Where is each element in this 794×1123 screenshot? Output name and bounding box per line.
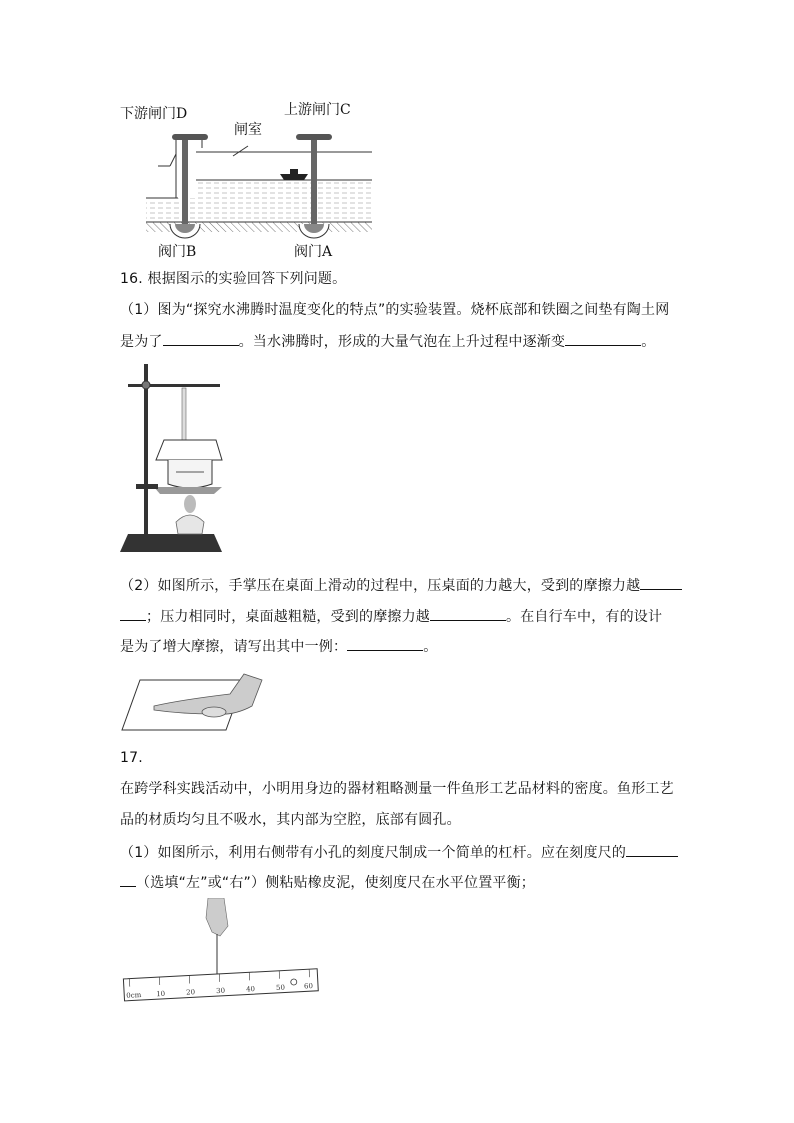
q16-part2-text-b: ；压力相同时，桌面越粗糙，受到的摩擦力越 bbox=[146, 609, 430, 625]
ruler-label-40: 40 bbox=[245, 985, 256, 994]
q16-part2-text-c: 。在自行车中，有的设计 bbox=[506, 609, 663, 625]
q16-part1-text-b: 。当水沸腾时，形成的大量气泡在上升过程中逐渐变 bbox=[238, 334, 566, 350]
q17-part1-line1 bbox=[120, 842, 678, 862]
ship-lock-figure bbox=[118, 96, 378, 258]
answer-blank-2[interactable] bbox=[565, 331, 641, 346]
q16-part2-line1 bbox=[120, 575, 682, 595]
q17-part1-text-a: （1）如图所示，利用右侧带有小孔的刻度尺制成一个简单的杠杆。应在刻度尺的 bbox=[120, 845, 627, 861]
hand-friction-figure bbox=[120, 668, 270, 734]
ruler-lever-figure bbox=[118, 898, 322, 1002]
q17-intro-line1: 在跨学科实践活动中，小明用身边的器材粗略测量一件鱼形工艺品材料的密度。鱼形工艺 bbox=[120, 781, 674, 797]
q17-intro-line2: 品的材质均匀且不吸水，其内部为空腔，底部有圆孔。 bbox=[120, 812, 461, 828]
answer-blank-4[interactable] bbox=[430, 606, 506, 621]
q17-number: 17. bbox=[120, 750, 143, 766]
q17-part1-line2 bbox=[120, 872, 535, 892]
ruler-label-10: 10 bbox=[156, 989, 166, 999]
q17-part1-text-b: （选填“左”或“右”）侧粘贴橡皮泥，使刻度尺在水平位置平衡； bbox=[136, 875, 536, 891]
answer-blank-6b[interactable] bbox=[120, 872, 136, 887]
q16-part1-text-a: 是为了 bbox=[120, 334, 163, 350]
answer-blank-3b[interactable] bbox=[120, 606, 146, 621]
q16-part2-line2 bbox=[120, 606, 662, 626]
q16-part1-text-c: 。 bbox=[641, 334, 656, 350]
ruler-label-20: 20 bbox=[185, 988, 196, 997]
q16-part1-line2 bbox=[120, 331, 655, 351]
q16-part2-text-a: （2）如图所示，手掌压在桌面上滑动的过程中，压桌面的力越大，受到的摩擦力越 bbox=[120, 578, 641, 594]
q16-part2-text-d: 是为了增大摩擦，请写出其中一例： bbox=[120, 639, 348, 655]
label-valve-a: 阀门A bbox=[294, 244, 333, 258]
q16-part2-text-e: 。 bbox=[423, 639, 438, 655]
answer-blank-6a[interactable] bbox=[626, 842, 678, 857]
q16-title: 16. 根据图示的实验回答下列问题。 bbox=[120, 271, 347, 287]
ruler-label-60: 60 bbox=[303, 982, 314, 991]
boiling-apparatus-diagram bbox=[118, 362, 228, 558]
ruler-label-30: 30 bbox=[215, 986, 226, 996]
label-gate-c: 上游闸门C bbox=[284, 102, 351, 118]
q16-part2-line3 bbox=[120, 636, 437, 656]
answer-blank-3a[interactable] bbox=[640, 575, 682, 590]
answer-blank-1[interactable] bbox=[163, 331, 239, 346]
ship-lock-diagram bbox=[118, 96, 378, 258]
ruler-lever-diagram bbox=[118, 898, 322, 1002]
label-gate-d: 下游闸门D bbox=[120, 106, 188, 122]
boiling-apparatus-figure bbox=[118, 362, 228, 558]
ruler-label-0: 0cm bbox=[126, 991, 142, 1000]
ruler-label-50: 50 bbox=[275, 983, 286, 992]
answer-blank-5[interactable] bbox=[347, 636, 423, 651]
hand-friction-diagram bbox=[120, 668, 270, 734]
label-chamber: 闸室 bbox=[234, 122, 262, 138]
q16-part1-line1: （1）图为“探究水沸腾时温度变化的特点”的实验装置。烧杯底部和铁圈之间垫有陶土网 bbox=[120, 302, 670, 318]
label-valve-b: 阀门B bbox=[158, 244, 197, 258]
